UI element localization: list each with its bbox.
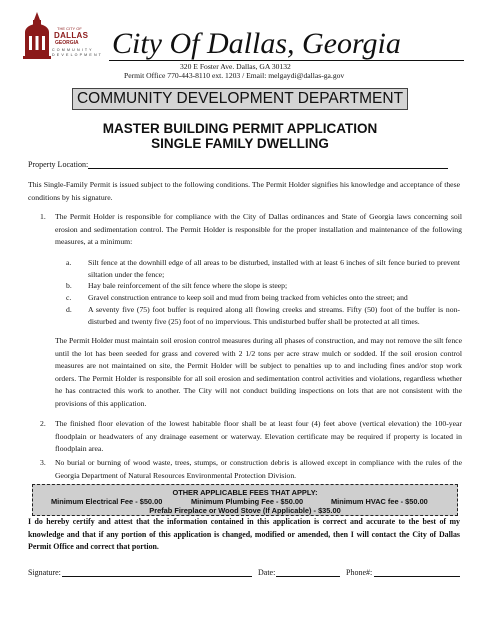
condition-number: 1. — [40, 212, 46, 221]
property-location-label: Property Location: — [28, 160, 89, 169]
city-logo — [22, 12, 100, 62]
signature-label: Signature: — [28, 568, 61, 577]
logo-text-georgia: GEORGIA — [55, 40, 79, 46]
form-title: MASTER BUILDING PERMIT APPLICATION — [102, 121, 378, 136]
fireplace-fee: Prefab Fireplace or Wood Stove (If Applicable) - $35.00 — [149, 506, 341, 515]
condition-text: No burial or burning of wood waste, trees, stumps, or construction debris is allowed except in compliance with the rules of the Georgia Department of Natural Resources Environmental Protection Division. — [55, 458, 462, 480]
date-label: Date: — [258, 568, 276, 577]
certification-statement: I do hereby certify and attest that the information contained in this application is correct and accurate to the best of my knowledge and that if any portion of this application is changed, modified or amended, then I will contact the City of Dallas Permit Office and correct that portion. — [28, 517, 460, 551]
electrical-fee: Minimum Electrical Fee - $50.00 — [51, 497, 163, 506]
measure-letter: c. — [66, 293, 72, 302]
fees-title: OTHER APPLICABLE FEES THAT APPLY: — [172, 488, 318, 497]
hvac-fee: Minimum HVAC fee - $50.00 — [331, 497, 428, 506]
logo-text-development: D E V E L O P M E N T — [52, 53, 102, 57]
phone-field[interactable] — [374, 576, 460, 577]
condition-number: 3. — [40, 458, 46, 467]
courthouse-icon — [22, 12, 52, 60]
permit-office-contact: Permit Office 770-443-8110 ext. 1203 / Email: melgaydi@dallas-ga.gov — [124, 71, 345, 80]
date-field[interactable] — [276, 576, 340, 577]
logo-text-dallas: DALLAS — [54, 31, 89, 40]
header-divider — [109, 60, 464, 61]
city-address: 320 E Foster Ave. Dallas, GA 30132 — [180, 62, 291, 71]
measure-letter: b. — [66, 281, 72, 290]
maintenance-paragraph: The Permit Holder must maintain soil erosion control measures during all phases of construction, and may not remove the silt fence until the lot has been seeded for grass and covered with 2 1/2 tons per acre straw mulch or sodded. If the soil erosion control measures are not maintained on site, the Permit Holder will be subject to penalties up to and including fines and/or stop work orders. The Permit Holder is responsible for all soil erosion and sedimentation control activities and violations, regardless whether he has contracted this work to another. The City will not conduct building inspections on lots that are not consistent with the provisions of this application. — [55, 336, 462, 408]
intro-paragraph: This Single-Family Permit is issued subject to the following conditions. The Permit Holder signifies his knowledge and acceptance of these conditions by his signature. — [28, 180, 460, 202]
measure-text: Silt fence at the downhill edge of all areas to be disturbed, installed with at least 6 inches of silt fence buried to prevent siltation under the fence; — [88, 258, 460, 279]
measure-text: Hay bale reinforcement of the silt fence where the slope is steep; — [88, 281, 288, 290]
form-subtitle: SINGLE FAMILY DWELLING — [151, 136, 329, 151]
applicable-fees-box — [32, 484, 458, 516]
signature-field[interactable] — [62, 576, 252, 577]
property-location-field[interactable] — [88, 168, 448, 169]
logo-text-city-of: THE CITY OF — [57, 26, 82, 31]
condition-text: The Permit Holder is responsible for compliance with the City of Dallas ordinances and State of Georgia laws concerning soil erosion and sedimentation control. The Permit Holder is responsible for the proper installation and maintenance of the following measures, at a minimum: — [55, 212, 462, 246]
measure-letter: d. — [66, 305, 72, 314]
measure-text: A seventy five (75) foot buffer is required along all flowing creeks and streams. Fifty (50) foot of the buffer is non-disturbed and twenty five (25) foot of no impervious. This undisturbed buffer shall be protected at all times. — [88, 305, 460, 326]
condition-text: The finished floor elevation of the lowest habitable floor shall be at least four (4) feet above (vertical elevation) the 100-year floodplain or headwaters of any drainage easement or waterway. Elevation certificate may be required if property is located in floodplain area. — [55, 419, 462, 453]
city-title: City Of Dallas, Georgia — [112, 27, 401, 60]
logo-text-community: C O M M U N I T Y — [52, 48, 93, 52]
measure-text: Gravel construction entrance to keep soil and mud from being tracked from vehicles onto the street; and — [88, 293, 408, 302]
measure-letter: a. — [66, 258, 72, 267]
department-banner: COMMUNITY DEVELOPMENT DEPARTMENT — [72, 88, 408, 110]
condition-number: 2. — [40, 419, 46, 428]
phone-label: Phone#: — [346, 568, 373, 577]
plumbing-fee: Minimum Plumbing Fee - $50.00 — [191, 497, 304, 506]
